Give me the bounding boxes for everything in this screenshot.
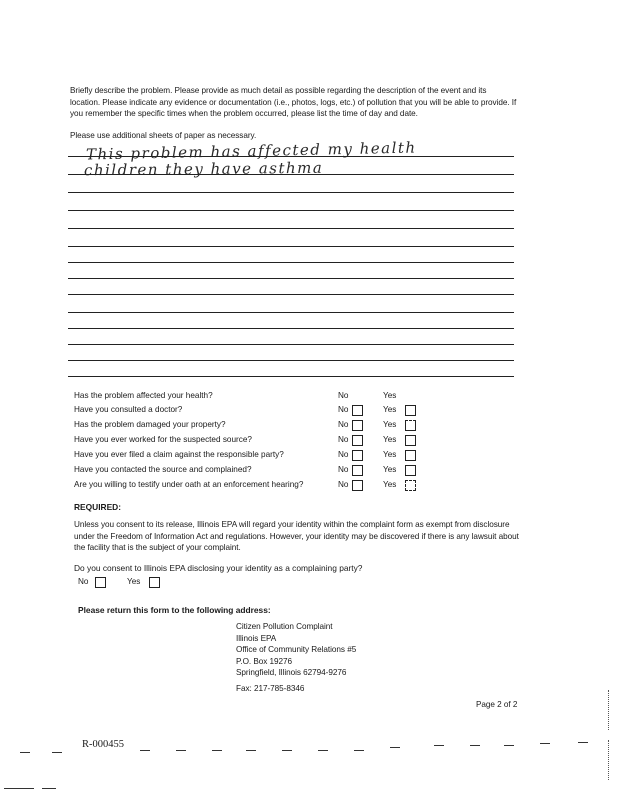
yes-label: Yes [383,420,397,429]
dash [540,743,550,744]
handwritten-line-1: This problem has affected my health [85,138,417,164]
no-label: No [338,480,349,489]
dash [20,752,30,753]
question-text: Have you ever filed a claim against the responsible party? [74,450,284,459]
required-heading: REQUIRED: [74,502,121,512]
dash [608,740,610,780]
no-label: No [338,391,349,400]
dash [212,750,222,751]
dash [390,747,400,748]
no-checkbox[interactable] [352,405,363,416]
consent-yes-label: Yes [127,577,141,586]
dash [470,745,480,746]
instructions-text: Briefly describe the problem. Please provide as much detail as possible regarding the description of the event and its location. Please indicate any evidence or documentation (i.e., photos, logs, etc.) of pollution that you will be able to provide. If you remember the specific times when the problem occurred, please list the time of day and date. [70,86,517,119]
return-heading: Please return this form to the following address: [78,605,271,615]
ruled-line [68,344,514,345]
consent-no-checkbox[interactable] [95,577,106,588]
no-label: No [338,420,349,429]
ruled-line [68,360,514,361]
dash [42,788,56,789]
no-label: No [338,405,349,414]
yes-checkbox[interactable] [405,435,416,446]
no-checkbox[interactable] [352,435,363,446]
page-number: Page 2 of 2 [476,700,518,709]
yes-label: Yes [383,465,397,474]
yes-checkbox[interactable] [405,420,416,431]
address-line: Illinois EPA [236,633,277,643]
dash [176,750,186,751]
dash [578,742,588,743]
ruled-line [68,328,514,329]
ruled-line [68,294,514,295]
no-label: No [338,450,349,459]
address-line: Springfield, Illinois 62794-9276 [236,668,347,678]
question-text: Have you ever worked for the suspected source? [74,435,252,444]
yes-checkbox[interactable] [405,450,416,461]
question-text: Have you consulted a doctor? [74,405,183,414]
dash [52,752,62,753]
yes-checkbox[interactable] [405,465,416,476]
yes-checkbox[interactable] [405,480,416,491]
problem-description-instructions [70,85,518,120]
ruled-line [68,156,514,157]
address-line: Citizen Pollution Complaint [236,622,333,631]
question-text: Has the problem affected your health? [74,391,213,400]
dash [140,750,150,751]
dash [608,690,610,730]
dash [318,750,328,751]
fax-number: Fax: 217-785-8346 [236,684,305,693]
handwritten-line-2: children they have asthma [83,158,324,180]
ruled-line [68,376,514,377]
consent-no-label: No [78,577,89,586]
address-line: Office of Community Relations #5 [236,645,357,655]
yes-label: Yes [383,480,397,489]
dash [434,745,444,746]
ruled-line [68,312,514,313]
yes-label: Yes [383,435,397,444]
dash [282,750,292,751]
yes-checkbox[interactable] [405,405,416,416]
ruled-line [68,174,514,175]
no-label: No [338,465,349,474]
dash [354,750,364,751]
yes-label: Yes [383,391,397,400]
no-checkbox[interactable] [352,450,363,461]
no-checkbox[interactable] [352,480,363,491]
return-address [236,621,356,679]
ruled-line [68,278,514,279]
consent-yes-checkbox[interactable] [149,577,160,588]
additional-sheets-note: Please use additional sheets of paper as necessary. [70,131,257,140]
dash [504,745,514,746]
ruled-line [68,210,514,211]
required-text: Unless you consent to its release, Illinois EPA will regard your identity within the complaint form as exempt from disclosure under the Freedom of Information Act and regulations. However, your identity may be discovered if there is any lawsuit about the facility that is the subject of your complaint. [74,520,519,553]
yes-label: Yes [383,450,397,459]
ruled-line [68,192,514,193]
question-text: Has the problem damaged your property? [74,420,226,429]
consent-question: Do you consent to Illinois EPA disclosing your identity as a complaining party? [74,563,363,573]
dash [246,750,256,751]
question-text: Have you contacted the source and complained? [74,465,252,474]
ruled-line [68,228,514,229]
address-line: P.O. Box 19276 [236,656,293,666]
no-label: No [338,435,349,444]
ruled-line [68,262,514,263]
ruled-line [68,246,514,247]
question-text: Are you willing to testify under oath at an enforcement hearing? [74,480,304,489]
yes-label: Yes [383,405,397,414]
bates-number: R-000455 [82,739,124,750]
no-checkbox[interactable] [352,420,363,431]
dash [4,788,34,789]
no-checkbox[interactable] [352,465,363,476]
